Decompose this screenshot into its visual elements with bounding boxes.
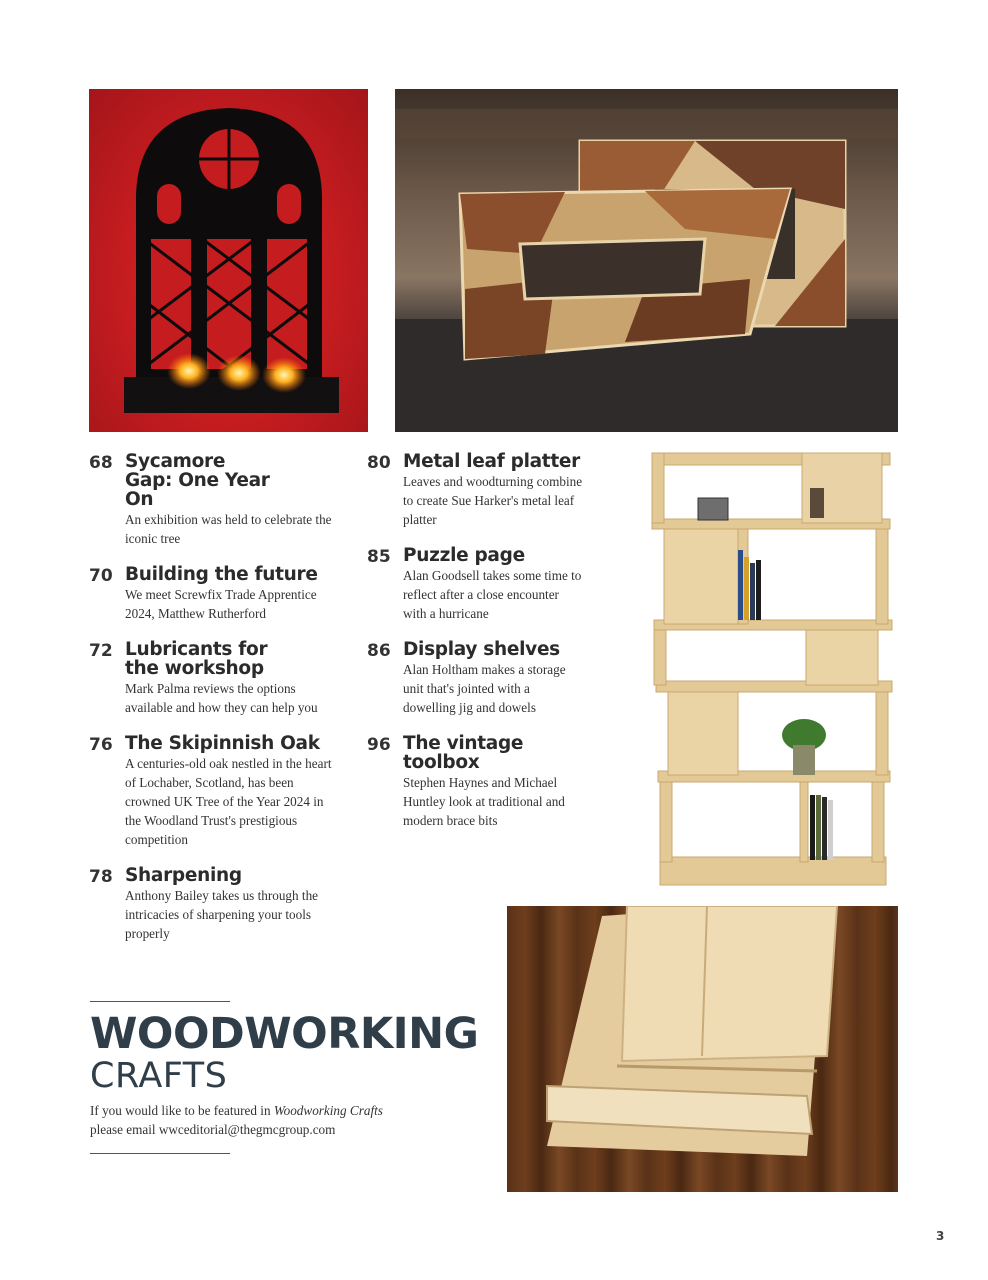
toc-description: Alan Holtham makes a storage unit that's jointed with a dowelling jig and dowels (403, 662, 566, 715)
page-number: 3 (936, 1229, 945, 1243)
toc-entry[interactable] (89, 866, 349, 943)
marquetry-boxes-image (395, 89, 898, 432)
toc-title: Lubricants for the workshop (125, 639, 268, 679)
toc-page-number: 85 (367, 547, 391, 567)
toc-title: Building the future (125, 564, 318, 585)
display-shelves-photo (640, 445, 900, 890)
contact-email-line[interactable]: please email wwceditorial@thegmcgroup.com (90, 1122, 336, 1137)
contact-prefix: If you would like to be featured in (90, 1103, 274, 1118)
toc-description: A centuries-old oak nestled in the heart of Lochaber, Scotland, has been crowned UK Tree of the Year 2024 in the Woodland Trust's prestigious competition (125, 756, 332, 847)
toc-entry[interactable] (89, 640, 349, 717)
brand-wordmark-line1: WOODWORKING (90, 1009, 479, 1059)
toc-description: Anthony Bailey takes us through the intricacies of sharpening your tools properly (125, 888, 319, 941)
toc-title: The Skipinnish Oak (125, 733, 320, 754)
toc-left-column (89, 452, 349, 943)
toc-right-column (367, 452, 597, 830)
toc-page-number: 70 (89, 566, 113, 586)
candle-holder-photo (89, 89, 368, 432)
toc-entry[interactable] (367, 734, 597, 830)
toc-page-number: 96 (367, 735, 391, 755)
toc-entry[interactable] (367, 640, 597, 717)
toc-page-number: 80 (367, 453, 391, 473)
toc-title: The vintage toolbox (403, 733, 524, 773)
toc-entry[interactable] (89, 565, 349, 623)
toc-description: Mark Palma reviews the options available and how they can help you (125, 681, 318, 715)
toc-page-number: 78 (89, 867, 113, 887)
brand-top-rule (90, 1001, 230, 1002)
tongue-groove-boards-photo (507, 906, 898, 1192)
contact-magazine-name: Woodworking Crafts (273, 1103, 383, 1118)
toc-page-number: 86 (367, 641, 391, 661)
toc-entry[interactable] (89, 734, 349, 849)
toc-title: Metal leaf platter (403, 451, 580, 472)
marquetry-boxes-photo (395, 89, 898, 432)
pine-boards-image (507, 906, 898, 1192)
toc-entry[interactable] (89, 452, 349, 548)
toc-entry[interactable] (367, 452, 597, 529)
toc-page-number: 68 (89, 453, 113, 473)
toc-page-number: 72 (89, 641, 113, 661)
toc-title: Display shelves (403, 639, 560, 660)
display-shelves-image (640, 445, 900, 890)
toc-page-number: 76 (89, 735, 113, 755)
gothic-candle-holder-image (89, 89, 368, 432)
brand-bottom-rule (90, 1153, 230, 1154)
toc-title: Sycamore Gap: One Year On (125, 451, 270, 510)
toc-description: An exhibition was held to celebrate the iconic tree (125, 512, 332, 546)
toc-description: Alan Goodsell takes some time to reflect after a close encounter with a hurricane (403, 568, 582, 621)
toc-description: Leaves and woodturning combine to create Sue Harker's metal leaf platter (403, 474, 583, 527)
toc-title: Puzzle page (403, 545, 525, 566)
brand-wordmark-line2: CRAFTS (90, 1056, 228, 1096)
toc-title: Sharpening (125, 865, 242, 886)
toc-description: Stephen Haynes and Michael Huntley look at traditional and modern brace bits (403, 775, 565, 828)
toc-description: We meet Screwfix Trade Apprentice 2024, Matthew Rutherford (125, 587, 317, 621)
contact-note (90, 1101, 420, 1139)
toc-entry[interactable] (367, 546, 597, 623)
